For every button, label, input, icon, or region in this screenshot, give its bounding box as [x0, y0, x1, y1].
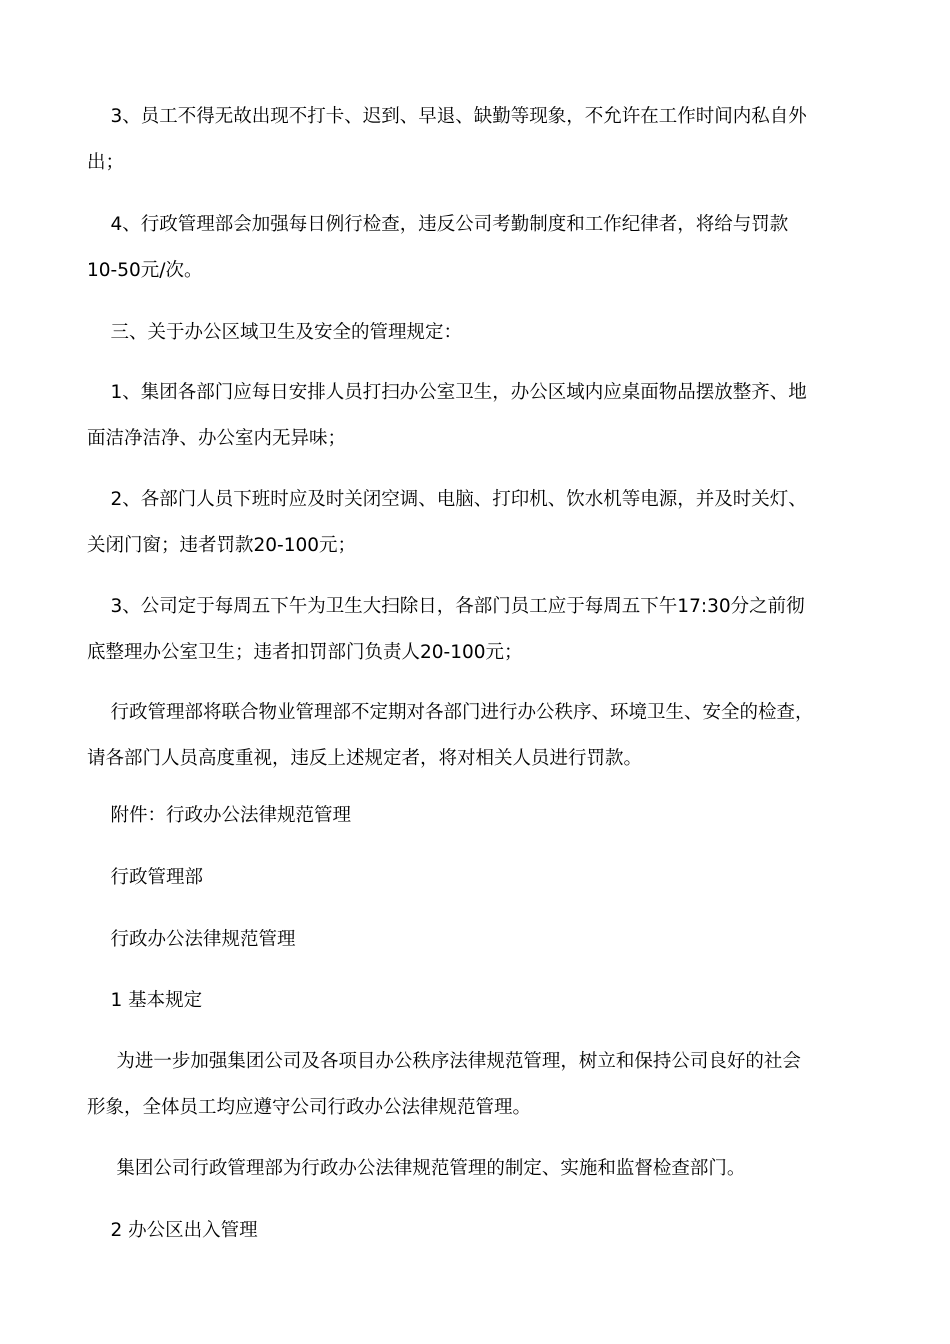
document-title [87, 917, 857, 963]
text-line: 1 基本规定 [87, 990, 203, 1011]
text-line: 形象，全体员工均应遵守公司行政办公法律规范管理。 [87, 1097, 532, 1118]
paragraph-hygiene-rule-1 [87, 370, 857, 462]
paragraph-attendance-rule-3 [87, 94, 857, 186]
text-line: 面洁净洁净、办公室内无异味； [87, 428, 347, 449]
paragraph-hygiene-rule-3 [87, 584, 857, 676]
paragraph-inspection-notice [87, 690, 857, 782]
text-line: 集团公司行政管理部为行政办公法律规范管理的制定、实施和监督检查部门。 [87, 1158, 746, 1179]
text-line: 出； [87, 152, 125, 173]
paragraph-responsible-department [87, 1146, 857, 1192]
text-line: 附件：行政办公法律规范管理 [87, 805, 352, 826]
text-line: 三、关于办公区域卫生及安全的管理规定： [87, 322, 463, 343]
text-line: 2、各部门人员下班时应及时关闭空调、电脑、打印机、饮水机等电源，并及时关灯、 [87, 489, 807, 510]
text-line: 10-50元/次。 [87, 260, 203, 281]
text-line: 3、公司定于每周五下午为卫生大扫除日，各部门员工应于每周五下午17:30分之前彻 [87, 596, 805, 617]
text-line: 行政办公法律规范管理 [87, 929, 296, 950]
text-line: 底整理办公室卫生；违者扣罚部门负责人20-100元； [87, 642, 523, 663]
text-line: 关闭门窗；违者罚款20-100元； [87, 535, 357, 556]
section-heading-hygiene-safety [87, 310, 857, 356]
text-line: 1、集团各部门应每日安排人员打扫办公室卫生，办公区域内应桌面物品摆放整齐、地 [87, 382, 807, 403]
text-line: 3、员工不得无故出现不打卡、迟到、早退、缺勤等现象，不允许在工作时间内私自外 [87, 106, 807, 127]
section-heading-basic-rules [87, 978, 857, 1024]
paragraph-attendance-rule-4 [87, 202, 857, 294]
text-line: 行政管理部将联合物业管理部不定期对各部门进行办公秩序、环境卫生、安全的检查， [87, 702, 814, 723]
attachment-line [87, 793, 857, 839]
text-line: 2 办公区出入管理 [87, 1220, 258, 1241]
text-line: 行政管理部 [87, 867, 204, 888]
text-line: 请各部门人员高度重视，违反上述规定者，将对相关人员进行罚款。 [87, 748, 643, 769]
department-signature [87, 855, 857, 901]
text-line: 4、行政管理部会加强每日例行检查，违反公司考勤制度和工作纪律者，将给与罚款 [87, 214, 789, 235]
text-line: 为进一步加强集团公司及各项目办公秩序法律规范管理，树立和保持公司良好的社会 [87, 1051, 801, 1072]
paragraph-basic-rules-purpose [87, 1039, 857, 1131]
section-heading-office-access [87, 1208, 857, 1254]
paragraph-hygiene-rule-2 [87, 477, 857, 569]
